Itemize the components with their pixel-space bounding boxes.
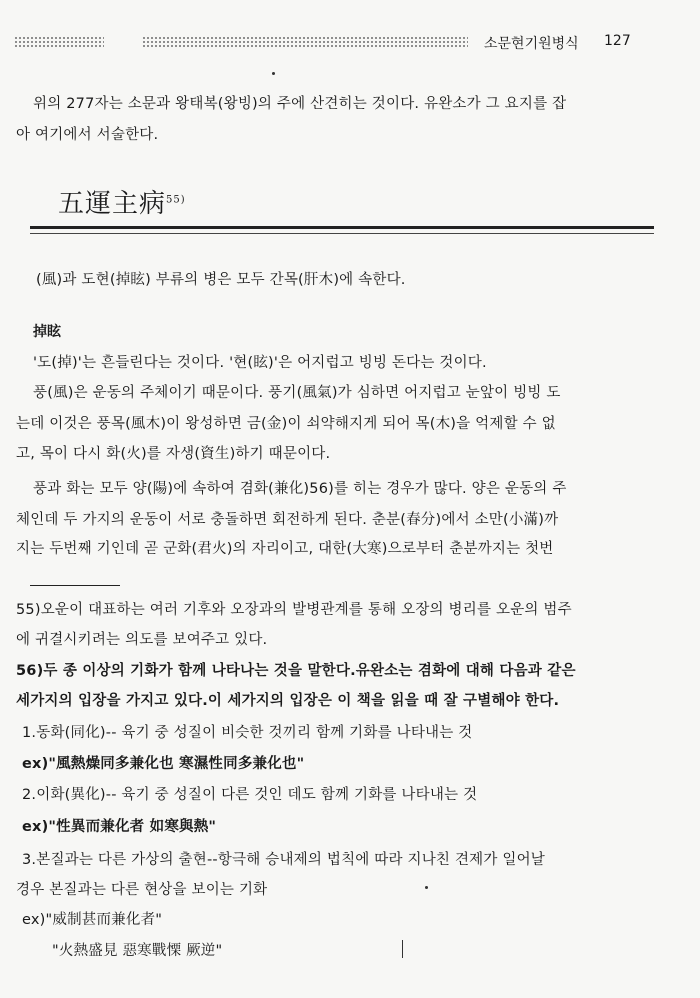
- body-line: 풍(風)은 운동의 주체이기 때문이다. 풍기(風氣)가 심하면 어지럽고 눈앞이 빙빙 도: [33, 385, 561, 401]
- page-number: 127: [604, 33, 631, 49]
- title-rule-thin: [30, 233, 654, 234]
- footnote-line: 56)두 종 이상의 기화가 함께 나타나는 것을 말한다.유완소는 겸화에 대해 다음과 같은: [16, 663, 576, 679]
- intro-line: 위의 277자는 소문과 왕태복(왕빙)의 주에 산견히는 것이다. 유완소가 그 요지를 잡: [33, 96, 567, 112]
- section-title: [58, 183, 186, 220]
- body-line: 지는 두번째 기인데 곧 군화(君火)의 자리이고, 대한(大寒)으로부터 춘분까지는 첫번: [16, 541, 554, 557]
- footnote-line: 2.이화(異化)-- 육기 중 성질이 다른 것인 데도 함께 기화를 나타내는 것: [22, 787, 478, 803]
- lead-line: (風)과 도현(掉眩) 부류의 병은 모두 간목(肝木)에 속한다.: [36, 272, 406, 288]
- footnote-example: "火熱盛見 惡寒戰慄 厥逆": [52, 943, 223, 959]
- section-title-text: 五運主病: [58, 189, 167, 219]
- header-noise: [14, 36, 104, 48]
- body-line: 풍과 화는 모두 양(陽)에 속하여 겸화(兼化)56)를 히는 경우가 많다. 양은 운동의 주: [33, 481, 567, 497]
- footnote-line: 1.동화(同化)-- 육기 중 성질이 비슷한 것끼리 함께 기화를 나타내는 것: [22, 725, 473, 741]
- footnote-line: 경우 본질과는 다른 현상을 보이는 기화: [16, 882, 268, 898]
- scan-mark: [402, 940, 403, 958]
- footnote-line: 에 귀결시키려는 의도를 보여주고 있다.: [16, 632, 268, 648]
- title-rule: [30, 226, 654, 229]
- body-line: 는데 이것은 풍목(風木)이 왕성하면 금(金)이 쇠약해지게 되어 목(木)을 억제할 수 없: [16, 416, 556, 432]
- speck: [272, 72, 275, 75]
- body-line: 고, 목이 다시 화(火)를 자생(資生)하기 때문이다.: [16, 446, 331, 462]
- footnote-rule: [30, 585, 120, 586]
- footnote-marker: 55): [166, 194, 186, 206]
- footnote-line: 55)오운이 대표하는 여러 기후와 오장과의 발병관계를 통해 오장의 병리를 오운의 범주: [16, 602, 572, 618]
- footnote-line: 세가지의 입장을 가지고 있다.이 세가지의 입장은 이 책을 읽을 때 잘 구별해야 한다.: [16, 693, 560, 709]
- body-line: 체인데 두 가지의 운동이 서로 충돌하면 회전하게 된다. 춘분(春分)에서 소만(小滿)까: [16, 512, 559, 528]
- footnote-example: ex)"威制甚而兼化者": [22, 912, 163, 928]
- speck: [425, 886, 428, 889]
- subheading: 掉眩: [33, 324, 61, 340]
- footnote-line: 3.본질과는 다른 가상의 출현--항극해 승내제의 법칙에 따라 지나친 견제가 일어날: [22, 852, 546, 868]
- footnote-example: ex)"性異而兼化者 如寒與熱": [22, 819, 217, 835]
- intro-line: 아 여기에서 서술한다.: [16, 127, 159, 143]
- body-line: '도(掉)'는 흔들린다는 것이다. '현(眩)'은 어지럽고 빙빙 돈다는 것이다.: [33, 355, 487, 371]
- running-header-title: 소문현기원병식: [484, 36, 579, 52]
- header-noise: [142, 36, 468, 48]
- footnote-example: ex)"風熱燥同多兼化也 寒濕性同多兼化也": [22, 756, 305, 772]
